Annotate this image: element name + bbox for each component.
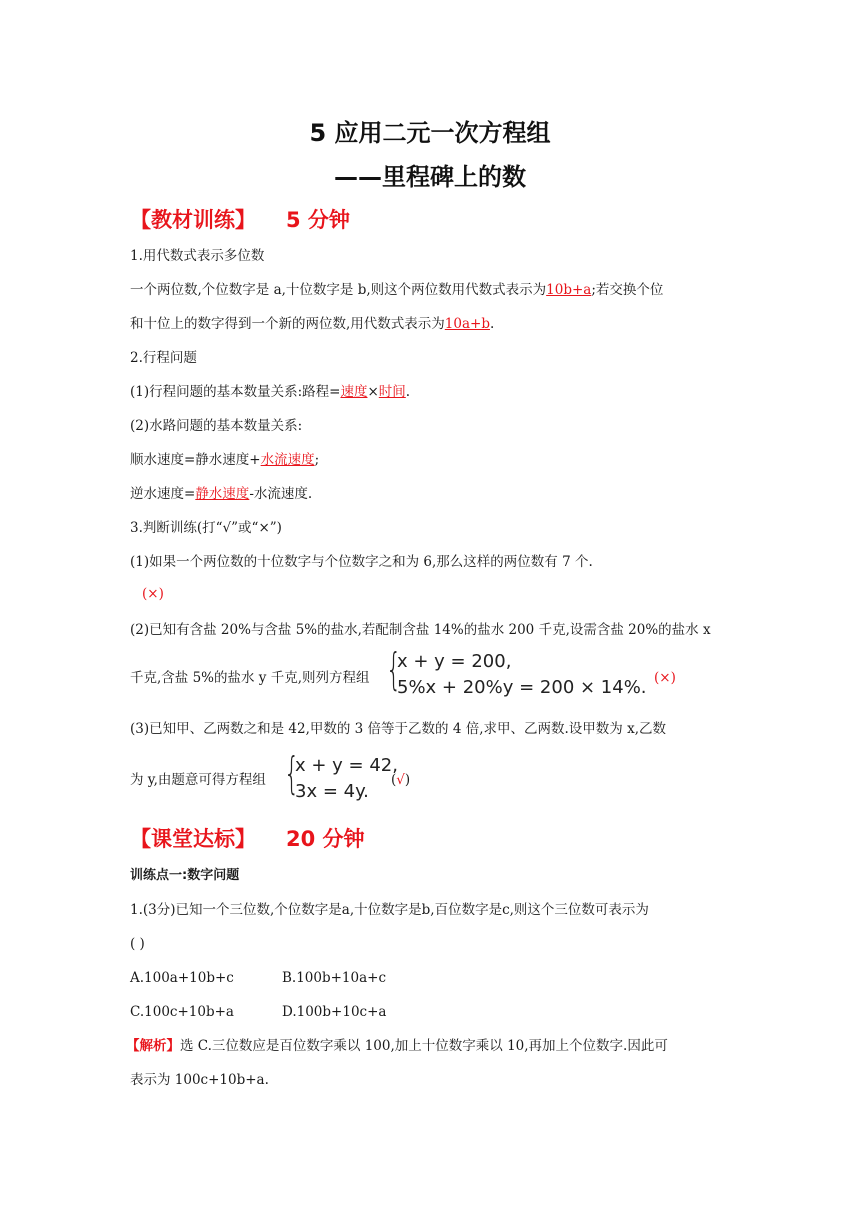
section-heading-classroom-goal xyxy=(130,823,365,853)
item3-heading: 3.判断训练(打“√”或“×”) xyxy=(130,520,282,536)
text-segment: 顺水速度=静水速度+ xyxy=(130,452,261,468)
answer-blank: 10a+b xyxy=(444,316,490,332)
equation-line: 5%x + 20%y = 200 × 14%. xyxy=(397,677,647,698)
section-label: 【教材训练】 xyxy=(130,208,256,232)
text-segment: . xyxy=(489,316,495,332)
text-segment: ;若交换个位 xyxy=(591,282,664,298)
question1-answer-blank: ( ) xyxy=(130,936,145,952)
item1-paragraph-line1 xyxy=(130,280,663,300)
answer-blank: 10b+a xyxy=(546,282,592,298)
item3-question1: (1)如果一个两位数的十位数字与个位数字之和为 6,那么这样的两位数有 7 个. xyxy=(130,554,593,570)
option-b: B.100b+10a+c xyxy=(282,970,387,986)
equation-line: x + y = 200, xyxy=(397,651,512,672)
option-d: D.100b+10c+a xyxy=(282,1004,387,1020)
answer-blank: 水流速度 xyxy=(260,452,315,468)
section-heading-textbook-training xyxy=(130,204,350,234)
text-segment: 一个两位数,个位数字是 a,十位数字是 b,则这个两位数用代数式表示为 xyxy=(130,282,547,298)
analysis-line2: 表示为 100c+10b+a. xyxy=(130,1072,269,1088)
item3-question2-line1: (2)已知有含盐 20%与含盐 5%的盐水,若配制含盐 14%的盐水 200 千克,设需含盐 20%的盐水 x xyxy=(130,622,711,638)
analysis-line1 xyxy=(126,1036,668,1056)
item1-heading: 1.用代数式表示多位数 xyxy=(130,248,265,264)
item3-question3-line1: (3)已知甲、乙两数之和是 42,甲数的 3 倍等于乙数的 4 倍,求甲、乙两数.设甲数为 x,乙数 xyxy=(130,721,667,737)
option-c: C.100c+10b+a xyxy=(130,1004,234,1020)
equation-brace: { xyxy=(284,748,300,799)
document-subtitle: ——里程碑上的数 xyxy=(334,163,526,191)
section-duration: 20 分钟 xyxy=(286,827,365,851)
item2-downstream-speed xyxy=(130,450,319,470)
item3-question3-line2: 为 y,由题意可得方程组 xyxy=(130,772,266,788)
text-segment: ) xyxy=(404,772,411,788)
answer-blank: 速度 xyxy=(340,384,368,400)
text-segment: 逆水速度= xyxy=(130,486,196,502)
document-title: 5 应用二元一次方程组 xyxy=(309,119,551,147)
item2-upstream-speed xyxy=(130,484,312,504)
text-segment: 和十位上的数字得到一个新的两位数,用代数式表示为 xyxy=(130,316,445,332)
text-segment: . xyxy=(405,384,411,400)
equation-brace: { xyxy=(386,644,402,695)
answer-blank: 静水速度 xyxy=(195,486,250,502)
text-segment: (1)行程问题的基本数量关系:路程= xyxy=(130,384,341,400)
section-label: 【课堂达标】 xyxy=(130,827,256,851)
item2-question2: (2)水路问题的基本数量关系: xyxy=(130,418,303,434)
text-segment: × xyxy=(367,384,379,400)
item3-question3-mark xyxy=(391,770,410,790)
item3-question1-mark: (×) xyxy=(142,586,164,602)
option-a: A.100a+10b+c xyxy=(130,970,234,986)
text-segment: -水流速度. xyxy=(249,486,313,502)
check-mark: √ xyxy=(396,772,405,788)
item3-question2-mark: (×) xyxy=(654,670,676,686)
answer-blank: 时间 xyxy=(378,384,406,400)
item3-question2-line2: 千克,含盐 5%的盐水 y 千克,则列方程组 xyxy=(130,670,370,686)
item1-paragraph-line2 xyxy=(130,314,494,334)
text-segment: 选 C.三位数应是百位数字乘以 100,加上十位数字乘以 10,再加上个位数字.因此可 xyxy=(180,1038,668,1054)
text-segment: ; xyxy=(314,452,320,468)
item2-question1 xyxy=(130,382,410,402)
item2-heading: 2.行程问题 xyxy=(130,350,197,366)
analysis-label: 【解析】 xyxy=(126,1038,180,1054)
equation-line: 3x = 4y. xyxy=(295,781,369,802)
equation-line: x + y = 42, xyxy=(295,755,398,776)
training-point-title: 训练点一:数字问题 xyxy=(130,868,240,883)
text-segment: ( xyxy=(391,772,397,788)
section-duration: 5 分钟 xyxy=(286,208,350,232)
question1-line1: 1.(3分)已知一个三位数,个位数字是a,十位数字是b,百位数字是c,则这个三位数可表示为 xyxy=(130,902,649,918)
